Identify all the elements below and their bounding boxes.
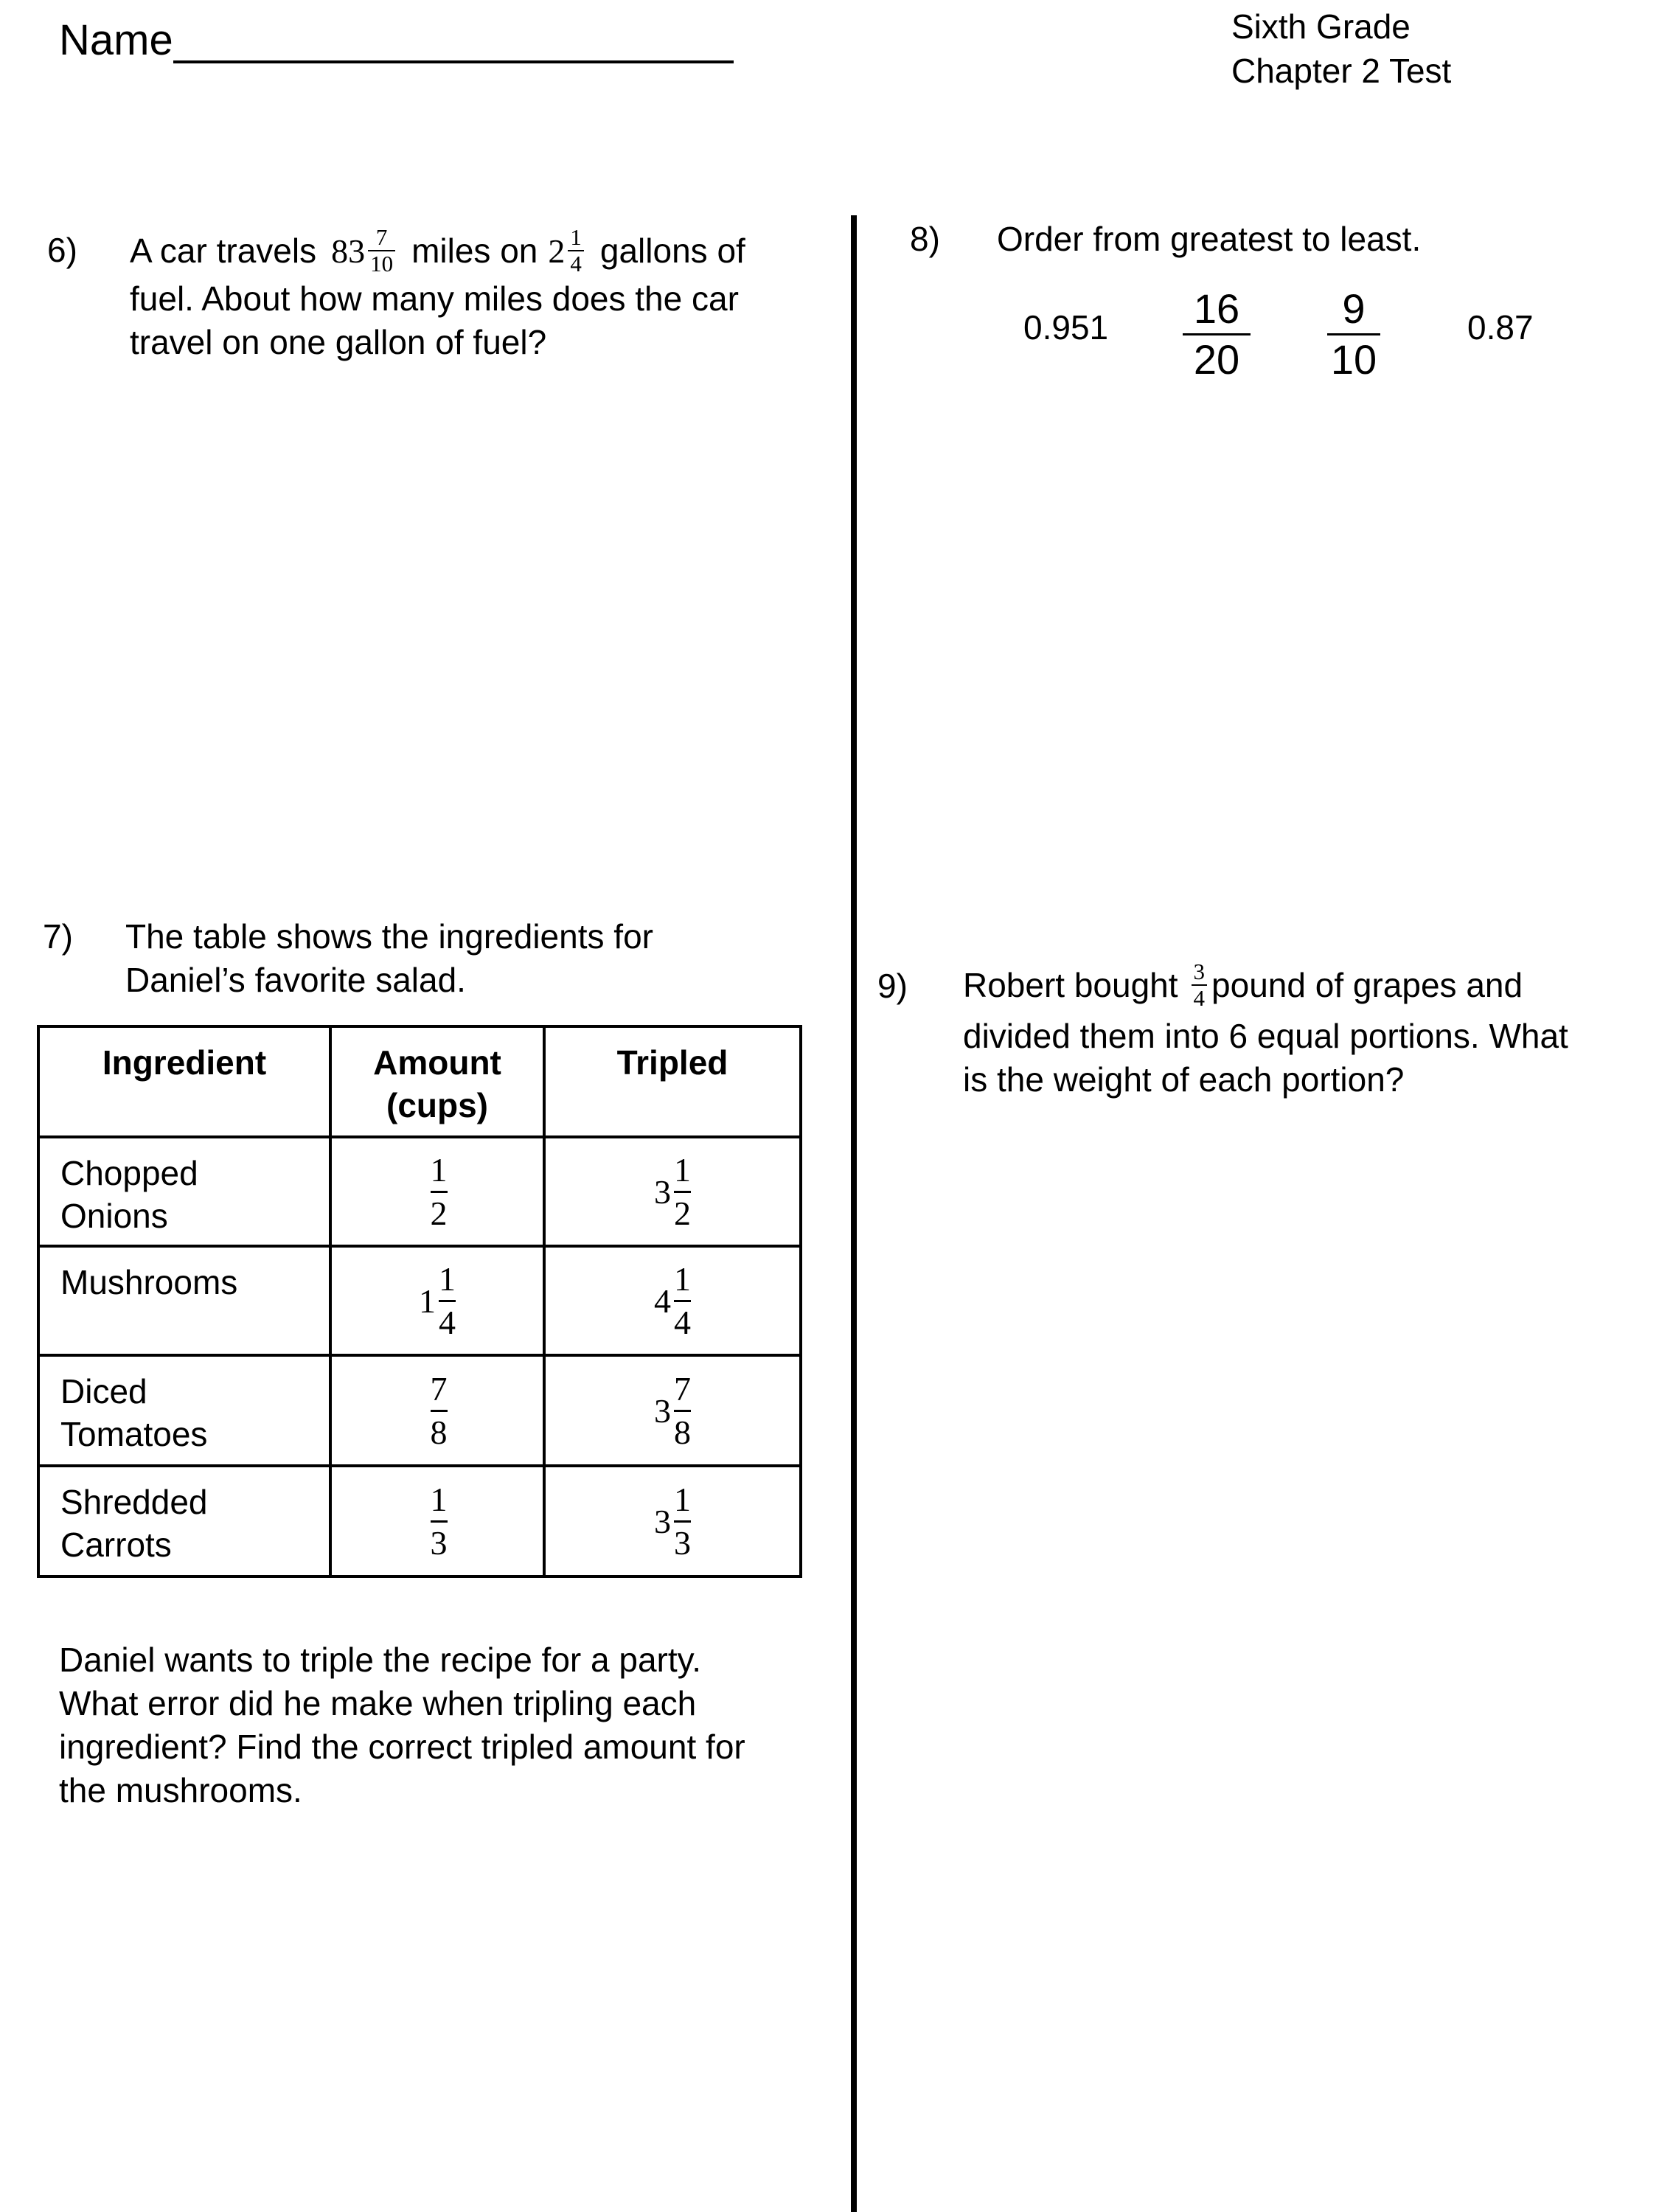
q8-value-decimal-1: 0.951 [1023, 308, 1109, 347]
q7-intro: The table shows the ingredients for Daniel’s favorite salad. [125, 917, 653, 999]
amount-cell: 1 2 [330, 1137, 544, 1246]
q6-mixed2-fraction: $\frac{1}{4}$ [568, 225, 584, 276]
table-row [38, 1355, 801, 1466]
q7-number: 7) [43, 917, 73, 956]
q6-line-1: A car travels 83 $\frac{7}{10}$ miles on 2 $\frac{1}{4}$ gallons of [130, 224, 745, 276]
column-divider [851, 215, 857, 2212]
q9-fraction: $\frac{3}{4}$ [1192, 959, 1208, 1011]
amount-cell: 7 8 [330, 1355, 544, 1466]
header-amount: Amount (cups) [330, 1026, 544, 1137]
amount-cell: 1 1 4 [330, 1246, 544, 1355]
ingredients-table [37, 1025, 802, 1578]
ingredient-cell: Shredded Carrots [38, 1466, 330, 1576]
q6-mixed1-whole: 83 [331, 232, 366, 270]
q8-number: 8) [910, 220, 940, 258]
q6-mixed2-whole: 2 [548, 232, 566, 270]
q8-value-fraction-2: 9 10 [1327, 285, 1380, 384]
test-title: Chapter 2 Test [1231, 52, 1452, 90]
q8-text: Order from greatest to least. [997, 220, 1422, 258]
grade-label: Sixth Grade [1231, 7, 1411, 46]
q9-text [963, 956, 1641, 1102]
ingredient-cell: Chopped Onions [38, 1137, 330, 1246]
q7-follow-up: Daniel wants to triple the recipe for a party. What error did he make when tripling each ingredient? Find the correct tripled amount for the mushrooms. [59, 1641, 745, 1809]
q9-line-3: is the weight of each portion? [963, 1060, 1405, 1099]
table-row [38, 1466, 801, 1576]
tripled-cell: 3 7 8 [544, 1355, 801, 1466]
q6-line-3: travel on one gallon of fuel? [130, 323, 547, 361]
q6-line-2: fuel. About how many miles does the car [130, 279, 739, 318]
table-row [38, 1137, 801, 1246]
tripled-cell: 4 1 4 [544, 1246, 801, 1355]
table-header-row [38, 1026, 801, 1137]
q9-line-1: Robert bought $\frac{3}{4}$ pound of grapes and [963, 959, 1523, 1011]
q8-value-fraction-1: 16 20 [1183, 285, 1251, 384]
tripled-cell: 3 1 2 [544, 1137, 801, 1246]
tripled-cell: 3 1 3 [544, 1466, 801, 1576]
q8-value-decimal-2: 0.87 [1467, 308, 1534, 347]
header-tripled: Tripled [544, 1026, 801, 1137]
name-label: Name [59, 16, 173, 64]
name-blank-line[interactable] [173, 15, 734, 63]
ingredient-cell: Diced Tomatoes [38, 1355, 330, 1466]
q6-mixed1-fraction: $\frac{7}{10}$ [368, 225, 395, 276]
q9-line-2: divided them into 6 equal portions. What [963, 1017, 1568, 1055]
name-field[interactable] [59, 15, 734, 66]
table-row [38, 1246, 801, 1355]
header-ingredient: Ingredient [38, 1026, 330, 1137]
ingredient-cell: Mushrooms [38, 1246, 330, 1355]
amount-cell: 1 3 [330, 1466, 544, 1576]
q6-number: 6) [47, 231, 77, 269]
q9-number: 9) [877, 967, 908, 1005]
q6-text [130, 224, 823, 364]
